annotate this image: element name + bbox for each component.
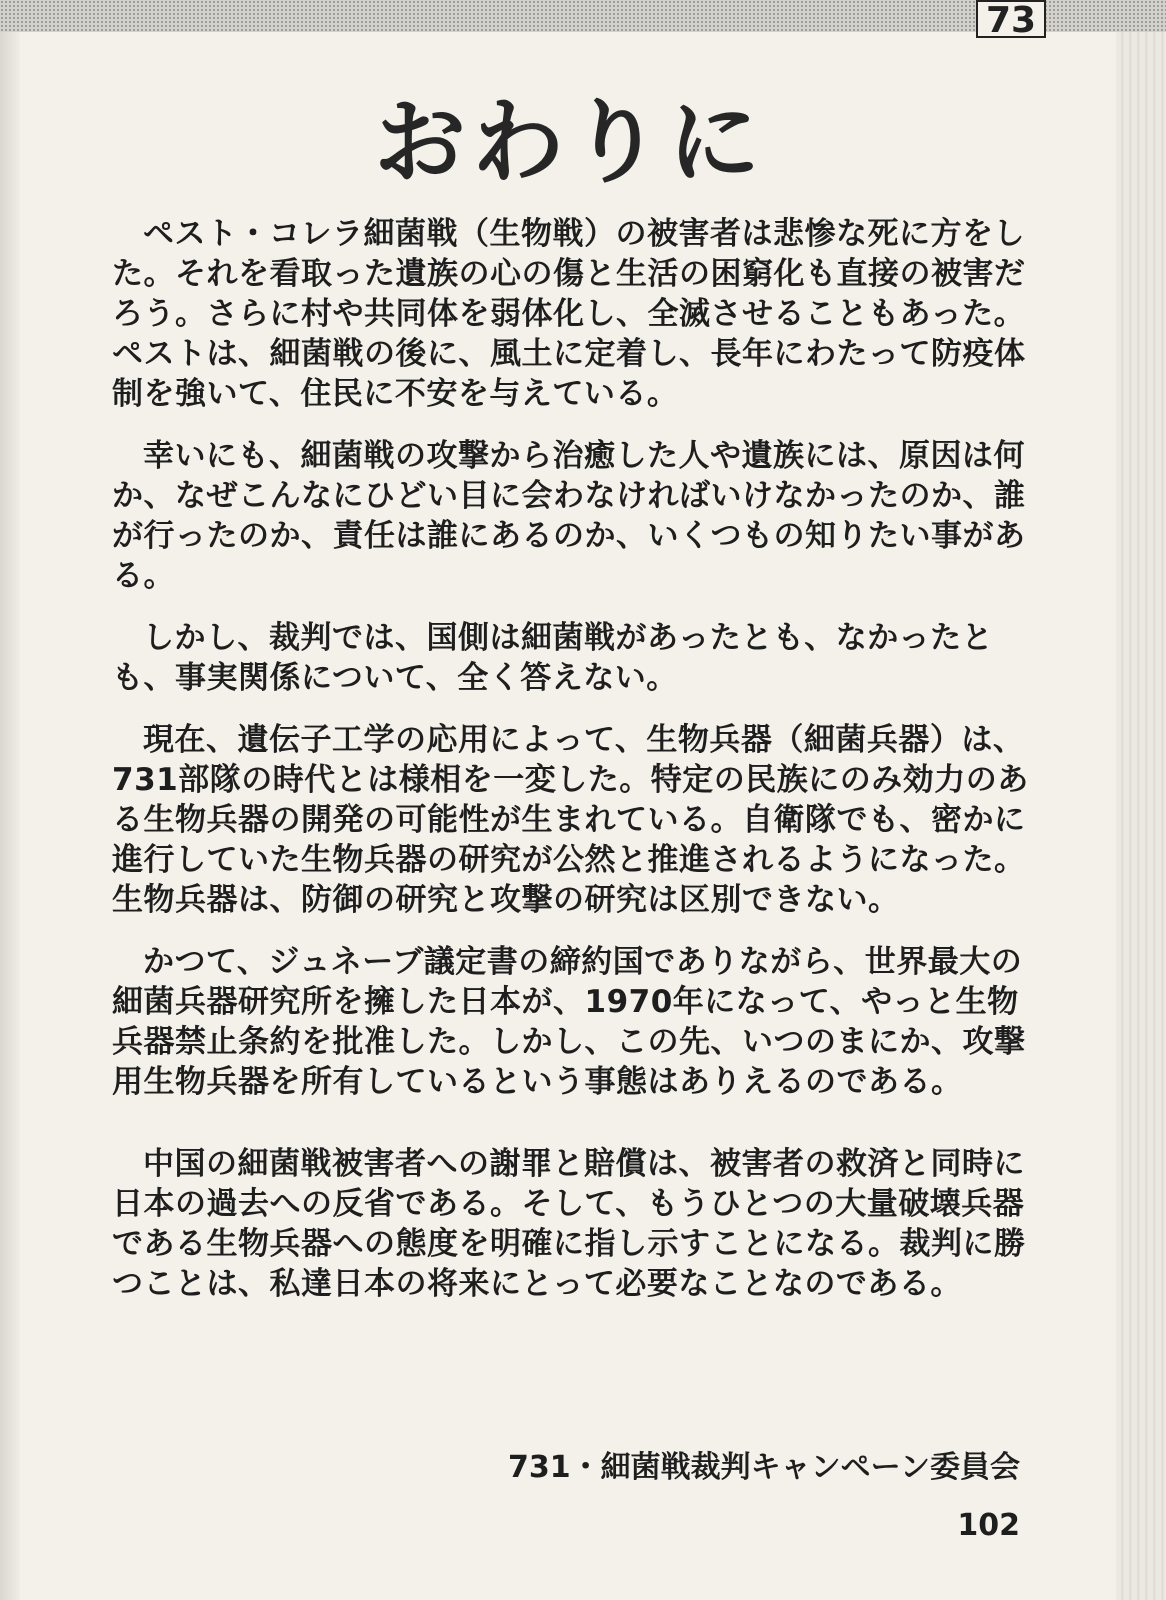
signature: 731・細菌戦裁判キャンペーン委員会 <box>507 1450 1020 1485</box>
body-text <box>112 214 1032 1326</box>
paragraph-1: ペスト・コレラ細菌戦（生物戦）の被害者は悲惨な死に方をした。それを看取った遺族の心の傷と生活の困窮化も直接の被害だろう。さらに村や共同体を弱体化し、全滅させることもあった。ペストは、細菌戦の後に、風土に定着し、長年にわたって防疫体制を強いて、住民に不安を与えている。 <box>112 216 1026 412</box>
chapter-number-box: 73 <box>976 0 1046 38</box>
paragraph-5: かつて、ジュネーブ議定書の締約国でありながら、世界最大の細菌兵器研究所を擁した日本が、1970年になって、やっと生物兵器禁止条約を批准した。しかし、この先、いつのまにか、攻撃用生物兵器を所有しているという事態はありえるのである。 <box>112 944 1026 1100</box>
paragraph-4: 現在、遺伝子工学の応用によって、生物兵器（細菌兵器）は、731部隊の時代とは様相を一変した。特定の民族にのみ効力のある生物兵器の開発の可能性が生まれている。自衛隊でも、密かに進行していた生物兵器の研究が公然と推進されるようになった。生物兵器は、防御の研究と攻撃の研究は区別できない。 <box>112 722 1029 918</box>
paragraph-6: 中国の細菌戦被害者への謝罪と賠償は、被害者の救済と同時に日本の過去への反省である。そして、もうひとつの大量破壊兵器である生物兵器への態度を明確に指し示すことになる。裁判に勝つことは、私達日本の将来にとって必要なことなのである。 <box>112 1146 1026 1302</box>
page-number: 102 <box>957 1508 1020 1543</box>
paragraph-3: しかし、裁判では、国側は細菌戦があったとも、なかったとも、事実関係について、全く答えない。 <box>112 620 994 696</box>
page-right-edge <box>1116 0 1166 1600</box>
page-title: おわりに <box>373 89 766 196</box>
page-left-edge <box>0 0 20 1600</box>
paragraph-2: 幸いにも、細菌戦の攻撃から治癒した人や遺族には、原因は何か、なぜこんなにひどい目に会わなければいけなかったのか、誰が行ったのか、責任は誰にあるのか、いくつもの知りたい事がある。 <box>112 438 1026 594</box>
